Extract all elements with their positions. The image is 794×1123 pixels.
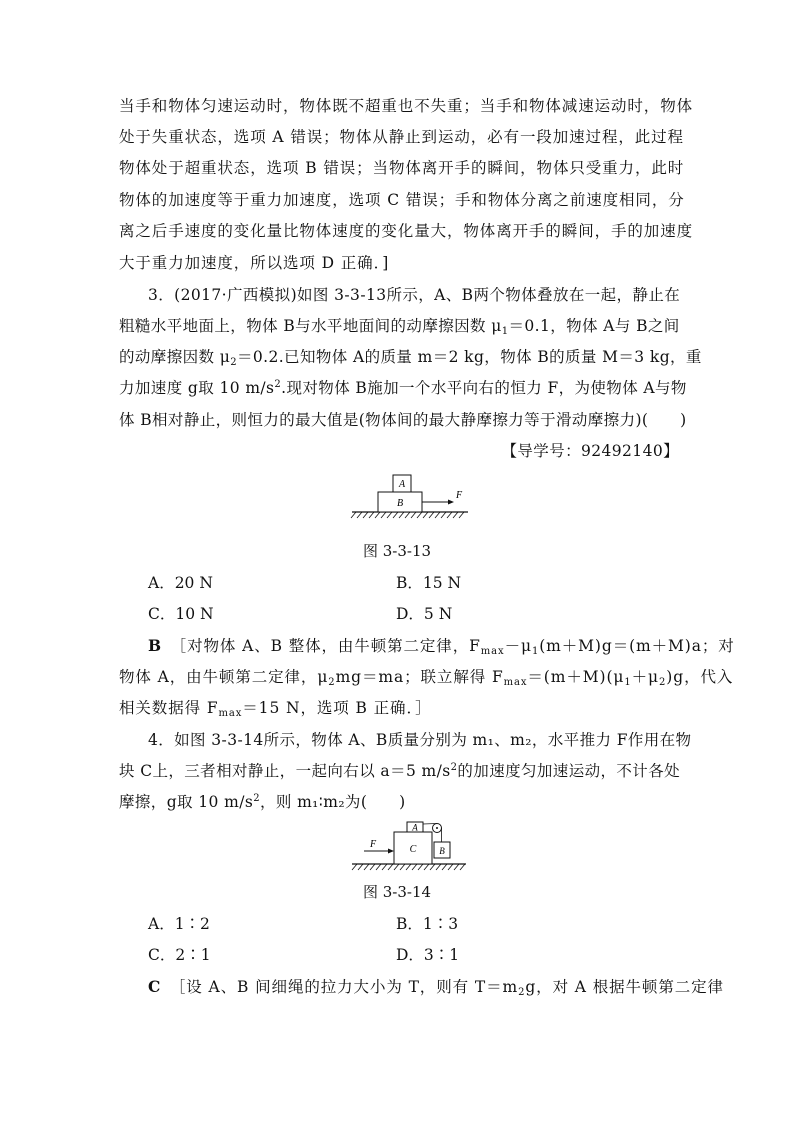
question-3-text: 的动摩擦因数 $\mu_2=0.2$.已知物体 A的质量 m＝2 kg，物体 B的质量 M＝3 kg，重 (119, 348, 702, 368)
option-b: B．1∶3 (396, 915, 459, 933)
rope (423, 824, 437, 825)
option-a: A．1∶2 (148, 915, 210, 933)
option-a: A．20 N (148, 574, 213, 592)
question-4-text: 摩擦，g取 10 $m/s^2$，则 m₁∶m₂为( ) (119, 793, 406, 811)
block-c-label: C (409, 844, 417, 855)
option-b: B．15 N (396, 574, 462, 592)
option-c: C．10 N (148, 605, 214, 623)
ground-hatch (352, 864, 465, 870)
guide-number: 【导学号：92492140】 (501, 442, 679, 460)
force-arrow-head (448, 500, 454, 505)
figure-3-3-13 (350, 470, 470, 526)
answer-text-line: 物体的加速度等于重力加速度，选项 C 错误；手和物体分离之前速度相同，分 (119, 191, 685, 209)
ground-hatch (351, 512, 464, 518)
block-b-label: B (396, 498, 404, 509)
option-d: D．3∶1 (396, 946, 460, 964)
answer-3-text: 物体 A，由牛顿第二定律，$\mu_2mg=ma$；联立解得 $F_{max}=(m+M)(\mu_1+\mu_2)g$，代入 (119, 668, 734, 688)
answer-text-line: 离之后手速度的变化量比物体速度的变化量大，物体离开手的瞬间，手的加速度 (119, 222, 694, 240)
question-3-text: 力加速度 g取 10 $m/s^2$.现对物体 B施加一个水平向右的恒力 F，为使物体 A与物 (119, 379, 687, 397)
question-4-text: 4．如图 3-3-14所示，物体 A、B质量分别为 m₁、m₂，水平推力 F作用在物 (148, 731, 692, 749)
answer-text-line: 处于失重状态，选项 A 错误；物体从静止到运动，必有一段加速过程，此过程 (119, 128, 684, 146)
question-3-text: 粗糙水平地面上，物体 B与水平地面间的动摩擦因数 $\mu_1=0.1$，物体 A与 B之间 (119, 317, 680, 337)
answer-text-line: 大于重力加速度，所以选项 D 正确．] (119, 254, 390, 272)
option-d: D．5 N (396, 605, 453, 623)
answer-4-text: C ［设 A、B 间细绳的拉力大小为 T，则有 $T=m_2g$，对 A 根据牛顿第二定律 (148, 977, 724, 998)
question-3-text: 体 B相对静止，则恒力的最大值是(物体间的最大静摩擦力等于滑动摩擦力)( ) (119, 411, 687, 429)
figure-caption: 图 3-3-14 (362, 883, 432, 901)
block-b-label: B (439, 846, 445, 856)
force-label: F (370, 839, 377, 850)
figure-3-3-14 (350, 818, 470, 872)
block-a-label: A (398, 479, 406, 490)
answer-3-text: 相关数据得 $F_{max}=15$ N，选项 B 正确．］ (119, 699, 432, 719)
answer-text-line: 物体处于超重状态，选项 B 错误；当物体离开手的瞬间，物体只受重力，此时 (119, 159, 685, 177)
answer-text-line: 当手和物体匀速运动时，物体既不超重也不失重；当手和物体减速运动时，物体 (119, 97, 694, 115)
force-arrow-head (388, 849, 394, 854)
block-a-label: A (412, 822, 418, 833)
question-4-text: 块 C上，三者相对静止，一起向右以 a＝5 $m/s^2$的加速度匀加速运动，不计各处 (119, 762, 680, 780)
answer-3-text: B ［对物体 A、B 整体，由牛顿第二定律，$F_{max}-\mu_1(m+M)g=(m+M)a$；对 (148, 636, 735, 657)
force-label: F (456, 490, 463, 501)
question-3-text: 3．(2017·广西模拟)如图 3-3-13所示，A、B两个物体叠放在一起，静止在 (148, 286, 681, 304)
figure-caption: 图 3-3-13 (362, 542, 432, 560)
option-c: C．2∶1 (148, 946, 211, 964)
